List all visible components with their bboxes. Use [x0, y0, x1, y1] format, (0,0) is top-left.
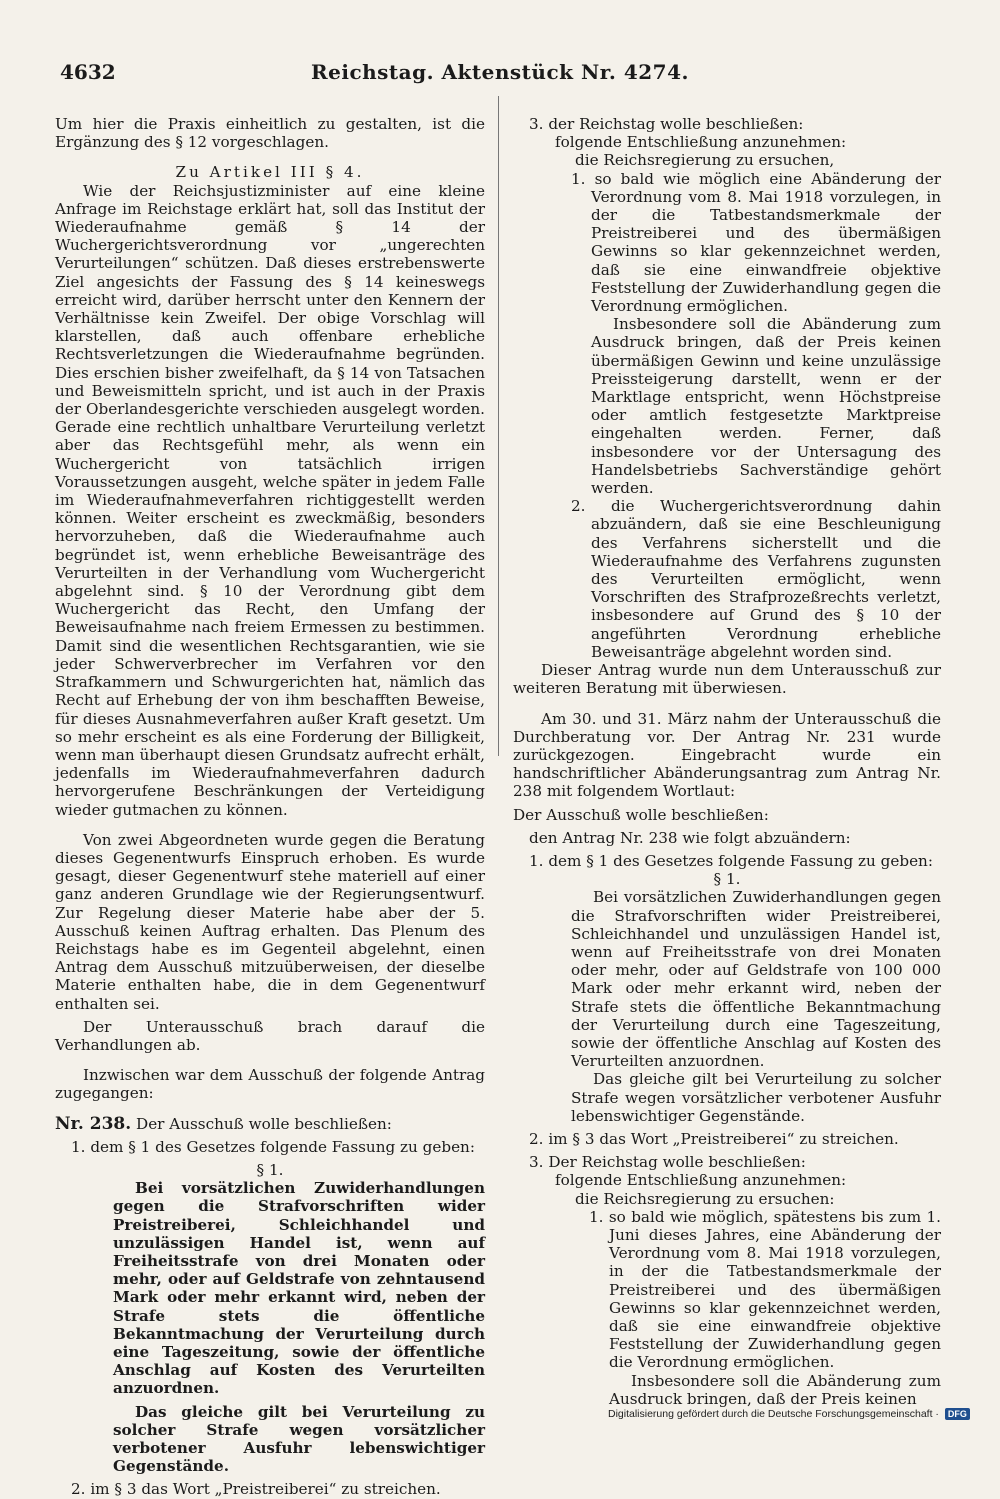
list-item: 3. der Reichstag wolle beschließen:: [529, 115, 804, 133]
paragraph: Das gleiche gilt bei Verurteilung zu solcher Strafe wegen vorsätzlicher verbotener Ausfuhr lebenswichtiger Gegenstände.: [113, 1402, 485, 1476]
section-sign: § 1.: [256, 1160, 284, 1179]
motion-text: Der Ausschuß wolle beschließen:: [136, 1114, 392, 1133]
paragraph: die Reichsregierung zu ersuchen,: [575, 151, 835, 170]
left-column: [55, 115, 485, 1499]
section-sign: § 1.: [713, 870, 741, 889]
list-item: 1. so bald wie möglich eine Abänderung der Verordnung vom 8. Mai 1918 vorzulegen, in der die Tatbestandsmerkmale der Preistreiberei und des übermäßigen Gewinns so klar gekennzeichnet werden, daß sie eine einwandfreie objektive Feststellung der Zuwiderhandlung gegen die Verordnung ermöglichen.: [571, 169, 941, 316]
paragraph: den Antrag Nr. 238 wie folgt abzuändern:: [529, 828, 851, 847]
paragraph: Am 30. und 31. März nahm der Unterausschuß die Durchberatung vor. Der Antrag Nr. 231 wurde zurückgezogen. Eingebracht wurde ein handschriftlicher Abänderungsantrag zum Antrag Nr. 238 mit folgendem Wortlaut:: [513, 709, 941, 801]
list-item: 2. im § 3 das Wort „Preistreiberei“ zu streichen.: [71, 1480, 441, 1499]
paragraph: Bei vorsätzlichen Zuwiderhandlungen gegen die Strafvorschriften wider Preistreiberei, Schleichhandel und unzulässigen Handel ist, wenn auf Freiheitsstrafe von drei Monaten oder mehr, oder auf Geldstrafe von 100 000 Mark oder mehr erkannt wird, neben der Strafe stets die öffentliche Bekanntmachung der Verurteilung durch eine Tageszeitung, sowie der öffentliche Anschlag auf Kosten des Verurteilten anzuordnen.: [571, 888, 941, 1071]
running-head: Reichstag. Aktenstück Nr. 4274.: [311, 60, 689, 84]
list-item: 1. so bald wie möglich, spätestens bis zum 1. Juni dieses Jahres, eine Abänderung der Verordnung vom 8. Mai 1918 vorzulegen, in der die Tatbestandsmerkmale der Preistreiberei und des übermäßigen Gewinns so klar gekennzeichnet werden, daß sie eine einwandfreie objektive Feststellung der Zuwiderhandlung gegen die Verordnung ermöglichen.: [589, 1207, 941, 1372]
list-item: 1. dem § 1 des Gesetzes folgende Fassung zu geben:: [529, 851, 933, 870]
motion-line: [55, 1115, 485, 1133]
paragraph: Von zwei Abgeordneten wurde gegen die Beratung dieses Gegenentwurfs Einspruch erhoben. Es wurde gesagt, dieser Gegenentwurf stehe materiell auf einer ganz anderen Grundlage wie der Regierungsentwurf. Zur Regelung dieser Materie habe aber der 5. Ausschuß keinen Auftrag erhalten. Das Plenum des Reichstags habe es im Gegenteil abgelehnt, einen Antrag dem Ausschuß mitzuüberweisen, der dieselbe Materie enthalten habe, die in dem Gegenentwurf enthalten sei.: [55, 830, 485, 1013]
dfg-logo: DFG: [945, 1408, 970, 1420]
motion-number: Nr. 238.: [55, 1113, 132, 1134]
paragraph: Inzwischen war dem Ausschuß der folgende Antrag zugegangen:: [55, 1066, 485, 1103]
digitization-credit: [608, 1408, 998, 1420]
paragraph: Bei vorsätzlichen Zuwiderhandlungen gegen die Strafvorschriften wider Preistreiberei, Schleichhandel und unzulässigen Handel ist, wenn auf Freiheitsstrafe von drei Monaten oder mehr, oder auf Geldstrafe von zehntausend Mark oder mehr erkannt wird, neben der Strafe stets die öffentliche Bekanntmachung der Verurteilung durch eine Tageszeitung, sowie der öffentliche Anschlag auf Kosten des Verurteilten anzuordnen.: [113, 1179, 485, 1398]
paragraph: Um hier die Praxis einheitlich zu gestalten, ist die Ergänzung des § 12 vorgeschlagen.: [55, 115, 485, 152]
paragraph: Der Ausschuß wolle beschließen:: [513, 805, 769, 824]
paragraph: Das gleiche gilt bei Verurteilung zu solcher Strafe wegen vorsätzlicher verbotener Ausfuhr lebenswichtiger Gegenstände.: [571, 1070, 941, 1125]
column-divider: [498, 96, 499, 756]
page-number: 4632: [60, 60, 116, 84]
paragraph: Der Unterausschuß brach darauf die Verhandlungen ab.: [55, 1017, 485, 1054]
paragraph: folgende Entschließung anzunehmen:: [555, 1171, 847, 1190]
paragraph: Insbesondere soll die Abänderung zum Ausdruck bringen, daß der Preis keinen: [609, 1371, 941, 1408]
quoted-clause: [513, 888, 941, 1125]
list-item: 2. die Wuchergerichtsverordnung dahin abzuändern, daß sie eine Beschleunigung des Verfahrens sicherstellt und die Wiederaufnahme des Verfahrens zugunsten des Verurteilten ermöglicht, wenn Vorschriften des Strafprozeßrechts verletzt, insbesondere auf Grund des § 10 der angeführten Verordnung erhebliche Beweisanträge abgelehnt worden sind.: [571, 497, 941, 661]
paragraph: Wie der Reichsjustizminister auf eine kleine Anfrage im Reichstage erklärt hat, soll das Institut der Wiederaufnahme gemäß § 14 der Wuchergerichtsverordnung vor „ungerechten Verurteilungen“ schützen. Daß dieses erstrebenswerte Ziel angesichts der Fassung des § 14 keineswegs erreicht wird, darüber herrscht unter den Kennern der Verhältnisse kein Zweifel. Der obige Vorschlag will klarstellen, daß auch offenbare erhebliche Rechtsverletzungen die Wiederaufnahme begründen. Dies erschien bisher zweifelhaft, da § 14 von Tatsachen und Beweismitteln spricht, und ist auch in der Praxis der Oberlandesgerichte verschieden ausgelegt worden. Gerade eine rechtlich unhaltbare Verurteilung verletzt aber das Rechtsgefühl mehr, als wenn ein Wuchergericht von tatsächlich irrigen Voraussetzungen ausgeht, welche später in jedem Falle im Wiederaufnahmeverfahren richtiggestellt werden können. Weiter erscheint es zweckmäßig, besonders hervorzuheben, daß die Wiederaufnahme auch begründet ist, wenn erhebliche Beweisanträge des Verurteilten in der Verhandlung vom Wuchergericht abgelehnt sind. § 10 der Verordnung gibt dem Wuchergericht das Recht, den Umfang der Beweisaufnahme nach freiem Ermessen zu bestimmen. Damit sind die wesentlichen Rechtsgarantien, wie sie jeder Schwerverbrecher im Verfahren vor den Strafkammern und Schwurgerichten hat, nämlich das Recht auf Erhebung der von ihm beschafften Beweise, für dieses Ausnahmeverfahren außer Kraft gesetzt. Um so mehr erscheint es als eine Forderung der Billigkeit, wenn man überhaupt diesen Grundsatz aufrecht erhält, jedenfalls im Wiederaufnahmeverfahren dadurch hervorgerufene Beschränkungen der Verteidigung wieder gutmachen zu können.: [55, 181, 485, 819]
page-header: [60, 58, 940, 88]
paragraph: Insbesondere soll die Abänderung zum Ausdruck bringen, daß der Preis keinen übermäßigen Gewinn und keine unzulässige Preissteigerung darstellt, wenn er der Marktlage entspricht, wenn Höchstpreise oder amtlich festgesetzte Marktpreise eingehalten werden. Ferner, daß insbesondere vor der Untersagung des Handelsbetriebs Sachverständige gehört werden.: [591, 315, 941, 498]
right-column: [513, 115, 941, 1408]
list-item: 3. Der Reichstag wolle beschließen:: [529, 1153, 806, 1172]
paragraph: Dieser Antrag wurde nun dem Unterausschuß zur weiteren Beratung mit überwiesen.: [513, 661, 941, 698]
paragraph: folgende Entschließung anzunehmen:: [555, 133, 847, 152]
credit-text: Digitalisierung gefördert durch die Deutsche Forschungsgemeinschaft ·: [608, 1408, 939, 1421]
list-item: 1. dem § 1 des Gesetzes folgende Fassung zu geben:: [71, 1137, 475, 1156]
list-item: 2. im § 3 das Wort „Preistreiberei“ zu streichen.: [529, 1129, 899, 1148]
quoted-clause: [55, 1179, 485, 1475]
paragraph: die Reichsregierung zu ersuchen:: [575, 1189, 835, 1208]
section-heading: Zu Artikel III § 4.: [175, 163, 365, 182]
